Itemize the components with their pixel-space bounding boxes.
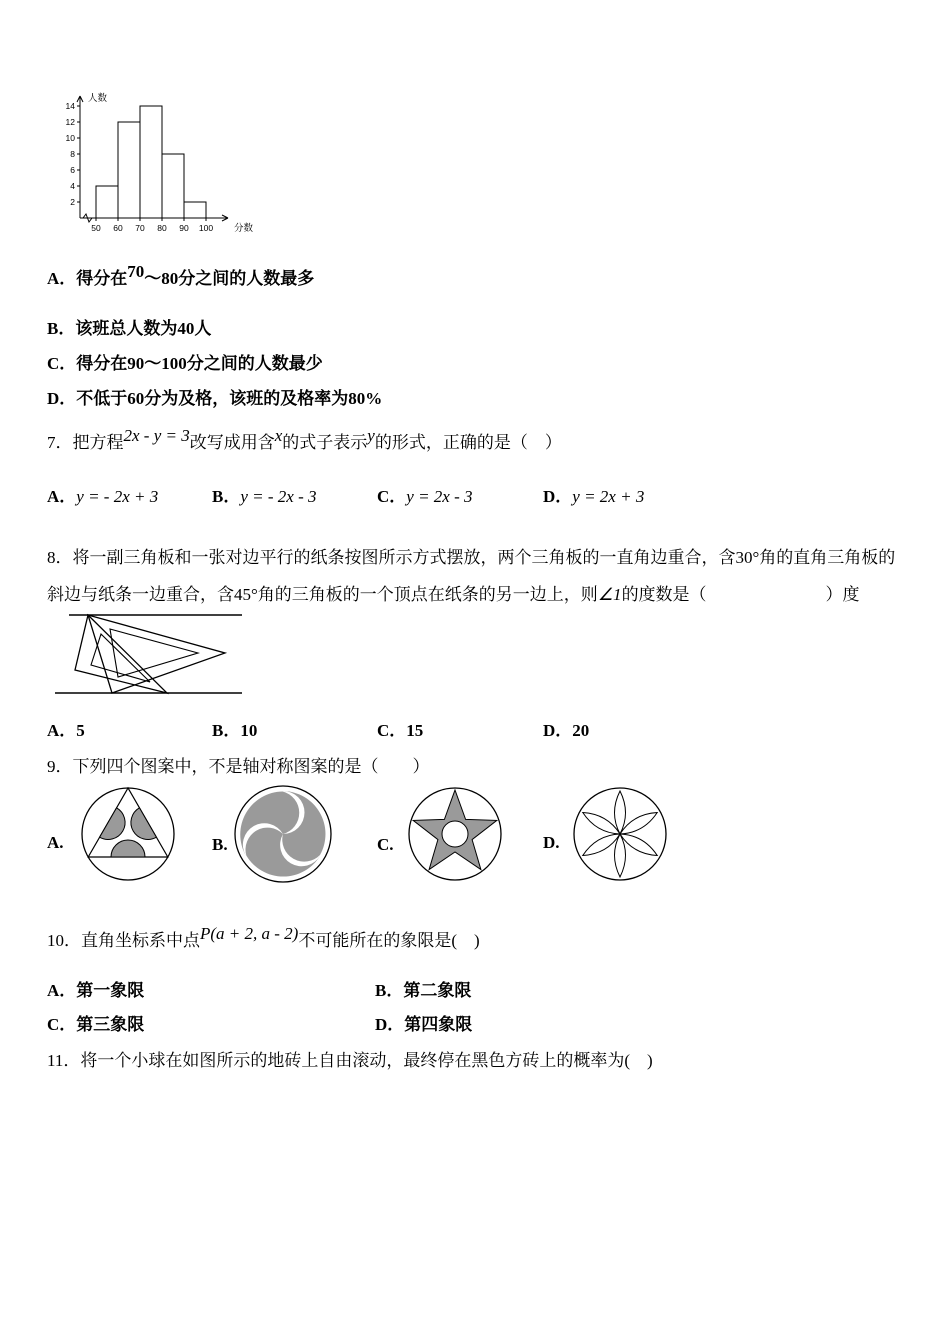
q8-option-c-value: 15	[406, 721, 424, 740]
q10-option-b: B．第二象限	[375, 981, 472, 1000]
q10-text-1: 10．直角坐标系中点	[47, 931, 200, 950]
q8-stem-line2	[47, 584, 860, 607]
q8-option-a-value: 5	[76, 721, 85, 740]
svg-text:人数: 人数	[88, 93, 108, 104]
q8-option-d-label: D．	[543, 721, 573, 740]
q8-line2-pre: 斜边与纸条一边重合，含45°角的三角板的一个顶点在纸条的另一边上，则	[47, 585, 598, 604]
q9-label-b: B.	[212, 835, 228, 854]
q9-stem: 9．下列四个图案中，不是轴对称图案的是（ ）	[47, 757, 430, 776]
svg-text:4: 4	[70, 181, 75, 191]
q8-option-c-label: C．	[377, 721, 407, 740]
q9-label-d: D.	[543, 833, 560, 852]
svg-text:12: 12	[65, 117, 75, 127]
q8-angle-1: ∠1	[597, 585, 622, 604]
q7-equation: 2x - y = 3	[123, 426, 190, 445]
svg-text:90: 90	[179, 223, 189, 233]
q10-point-expression: P(a + 2, a - 2)	[200, 924, 299, 943]
q7-option-b	[212, 486, 316, 509]
q6-option-a	[47, 262, 315, 291]
svg-text:80: 80	[157, 223, 167, 233]
q8-option-a	[47, 720, 85, 743]
svg-text:70: 70	[135, 223, 145, 233]
q8-option-c	[377, 720, 423, 743]
q7-option-a	[47, 486, 158, 509]
q7-option-a-label: A．	[47, 487, 77, 506]
q7-option-c	[377, 486, 473, 509]
svg-text:8: 8	[70, 149, 75, 159]
triangle-rulers-figure	[55, 608, 245, 700]
q7-option-c-label: C．	[377, 487, 407, 506]
q6-option-a-post: ～80分之间的人数最多	[144, 269, 315, 288]
q9-pattern-b-svg	[231, 782, 335, 886]
q7-option-a-math: y = - 2x + 3	[76, 487, 159, 506]
q7-option-c-math: y = 2x - 3	[406, 487, 473, 506]
svg-text:6: 6	[70, 165, 75, 175]
q10-option-d: D．第四象限	[375, 1015, 473, 1034]
q8-option-b	[212, 720, 257, 743]
q9-pattern-c	[405, 784, 505, 884]
q7-var-x: x	[274, 426, 283, 445]
svg-text:2: 2	[70, 197, 75, 207]
q6-option-a-sup: 70	[127, 262, 145, 281]
svg-text:分数: 分数	[234, 223, 254, 234]
q6-option-b: B．该班总人数为40人	[47, 319, 212, 338]
q7-text-4: 的形式，正确的是（ ）	[374, 433, 562, 452]
q9-pattern-d-svg	[568, 782, 672, 886]
q6-option-c: C．得分在90～100分之间的人数最少	[47, 354, 323, 373]
q9-pattern-b	[231, 782, 335, 886]
svg-text:14: 14	[65, 101, 75, 111]
q9-label-a: A.	[47, 833, 64, 852]
q9-pattern-a	[78, 784, 178, 884]
q8-stem-line1: 8．将一副三角板和一张对边平行的纸条按图所示方式摆放，两个三角板的一直角边重合，含30°角的直角三角板的	[47, 548, 896, 567]
q7-text-3: 的式子表示	[282, 433, 368, 452]
q7-text-1: 7．把方程	[47, 433, 124, 452]
q7-text-2: 改写成用含	[189, 433, 275, 452]
q8-option-b-value: 10	[240, 721, 258, 740]
q8-option-a-label: A．	[47, 721, 77, 740]
svg-text:100: 100	[198, 223, 214, 233]
q6-option-d: D．不低于60分为及格，该班的及格率为80%	[47, 389, 383, 408]
q8-option-d-value: 20	[572, 721, 590, 740]
q7-var-y: y	[367, 426, 375, 445]
q7-stem	[47, 426, 562, 455]
q9-pattern-d	[568, 782, 672, 886]
triangle-rulers-figure-svg	[55, 608, 245, 700]
q7-option-d-math: y = 2x + 3	[572, 487, 645, 506]
q9-pattern-a-svg	[78, 784, 178, 884]
score-histogram	[50, 90, 260, 242]
q11-stem: 11．将一个小球在如图所示的地砖上自由滚动，最终停在黑色方砖上的概率为( )	[47, 1051, 653, 1070]
q10-text-2: 不可能所在的象限是( )	[298, 931, 480, 950]
svg-text:50: 50	[91, 223, 101, 233]
q7-option-b-label: B．	[212, 487, 241, 506]
q10-option-a: A．第一象限	[47, 981, 145, 1000]
svg-text:60: 60	[113, 223, 123, 233]
q8-option-d	[543, 720, 589, 743]
q8-option-b-label: B．	[212, 721, 241, 740]
q9-pattern-c-svg	[405, 784, 505, 884]
q10-stem	[47, 924, 480, 953]
score-histogram-svg	[50, 90, 260, 242]
q7-option-d-label: D．	[543, 487, 573, 506]
q7-option-b-math: y = - 2x - 3	[240, 487, 317, 506]
q8-line2-post: 的度数是（ ）度	[621, 585, 860, 604]
svg-text:10: 10	[65, 133, 75, 143]
q7-option-d	[543, 486, 644, 509]
q6-option-a-pre: A．得分在	[47, 269, 128, 288]
q10-option-c: C．第三象限	[47, 1015, 145, 1034]
q9-label-c: C.	[377, 835, 394, 854]
